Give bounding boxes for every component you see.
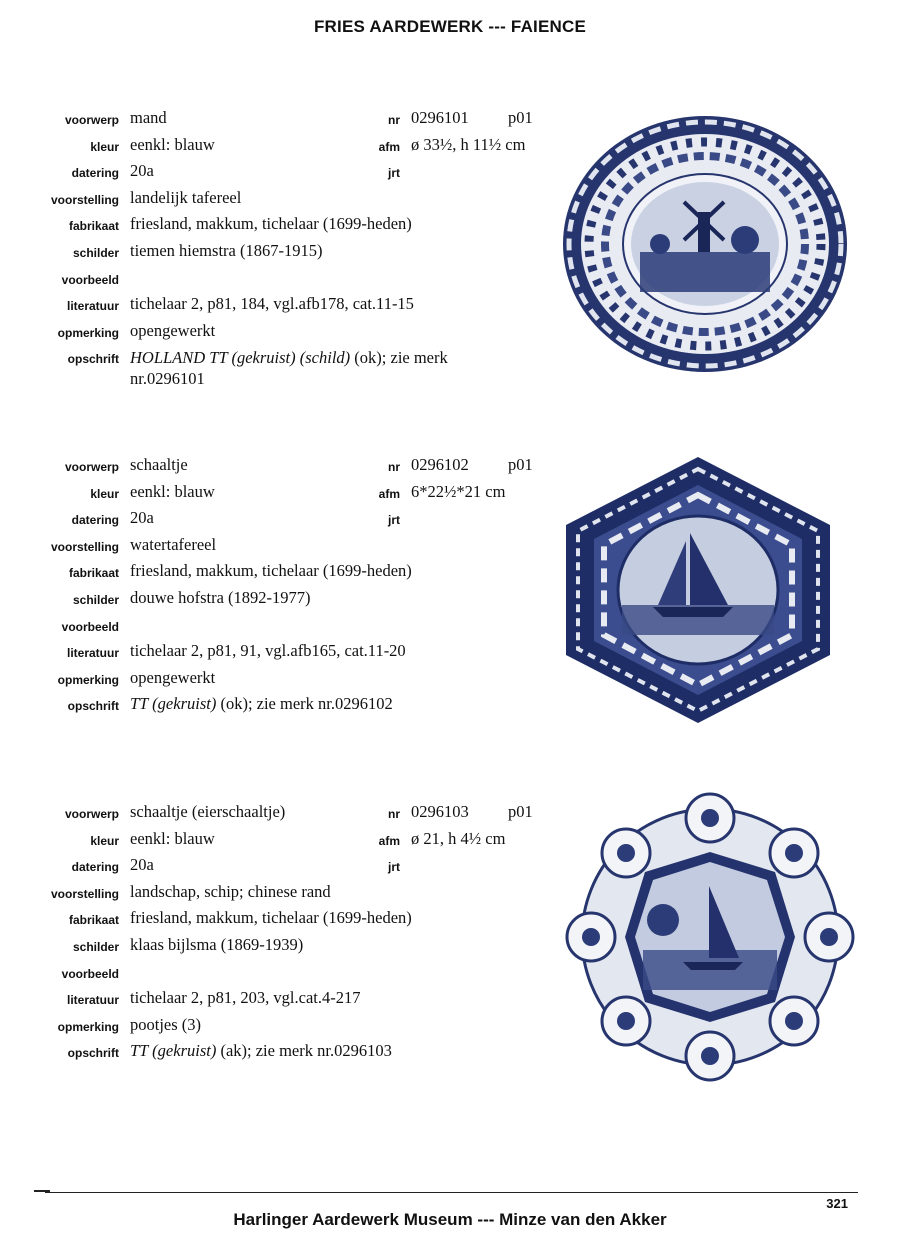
page-code: p01 [508,455,533,474]
field-label: kleur [90,486,119,501]
field-label: voorstelling [50,192,119,207]
field-label: nr [388,460,400,474]
nr-value: 0296101 [411,108,469,127]
schilder-value: tiemen hiemstra (1867-1915) [130,240,323,260]
field-label: voorwerp [64,113,119,127]
basket-photo [560,112,850,382]
field-label: fabrikaat [68,566,119,581]
egg-dish-image [563,790,858,1085]
nr-value: 0296102 [411,455,469,474]
kleur-value: eenkl: blauw [130,828,215,848]
field-label: nr [388,807,400,821]
field-label: literatuur [66,993,119,1008]
page-code: p01 [508,108,533,127]
field-label: schilder [72,245,119,260]
field-label: kleur [90,833,119,848]
voorstelling-value: landschap, schip; chinese rand [130,881,331,901]
basket-image [560,112,850,382]
field-label: opschrift [67,699,119,714]
field-label: opmerking [57,1019,119,1034]
field-label: schilder [72,592,119,607]
opschrift-note: (ok); zie merk nr.0296102 [216,694,393,714]
field-label: literatuur [66,646,119,661]
field-label: literatuur [66,299,119,314]
opschrift-mark: TT (gekruist) [130,694,217,714]
field-label: fabrikaat [68,913,119,928]
opschrift-mark: TT (gekruist) [130,1041,217,1061]
schilder-value: douwe hofstra (1892-1977) [130,587,311,607]
nr-value: 0296103 [411,802,469,821]
datering-value: 20a [130,508,154,528]
field-label: opschrift [67,352,119,367]
opmerking-value: opengewerkt [130,667,216,687]
literatuur-value: tichelaar 2, p81, 184, vgl.afb178, cat.11-15 [130,294,414,314]
catalog-entry [0,800,560,1066]
opschrift-mark: HOLLAND TT (gekruist) (schild) [130,348,351,368]
field-label: datering [71,860,119,875]
opschrift-value [130,347,510,389]
opmerking-value: pootjes (3) [130,1014,202,1034]
voorstelling-value: watertafereel [130,534,217,554]
field-label: schilder [72,939,119,954]
page-code: p01 [508,802,533,821]
field-label: afm [378,486,400,501]
field-label: opmerking [57,672,119,687]
opschrift-note: (ok); zie merk nr.0296101 [130,348,448,389]
datering-value: 20a [130,855,154,875]
field-label: voorstelling [50,886,119,901]
egg-dish-photo [563,790,858,1085]
voorwerp-value: schaaltje [130,455,188,474]
field-label: nr [388,113,400,127]
kleur-value: eenkl: blauw [130,481,215,501]
voorstelling-value: landelijk tafereel [130,187,242,207]
page-footer: Harlinger Aardewerk Museum --- Minze van den Akker [233,1210,667,1229]
field-label: voorbeeld [61,966,119,981]
field-label: fabrikaat [68,219,119,234]
field-label: voorwerp [64,807,119,821]
kleur-value: eenkl: blauw [130,134,215,154]
catalog-entry [0,453,560,719]
field-label: afm [378,833,400,848]
field-label: kleur [90,139,119,154]
field-label: jrt [388,513,400,528]
opschrift-value [130,694,393,714]
catalog-entry [0,106,560,389]
field-label: voorbeeld [61,272,119,287]
dish-photo [558,455,838,725]
datering-value: 20a [130,161,154,181]
afm-value: 6*22½*21 cm [411,481,506,501]
field-label: voorbeeld [61,619,119,634]
literatuur-value: tichelaar 2, p81, 203, vgl.cat.4-217 [130,988,361,1008]
voorwerp-value: mand [130,108,167,127]
page-header: FRIES AARDEWERK --- FAIENCE [313,17,587,36]
opschrift-note: (ak); zie merk nr.0296103 [216,1041,392,1061]
fabrikaat-value: friesland, makkum, tichelaar (1699-heden) [130,561,412,581]
afm-value: ø 21, h 4½ cm [411,828,506,848]
footer-rule [45,1192,858,1193]
field-label: datering [71,513,119,528]
field-label: datering [71,166,119,181]
voorwerp-value: schaaltje (eierschaaltje) [130,802,286,821]
field-label: opschrift [67,1046,119,1061]
fabrikaat-value: friesland, makkum, tichelaar (1699-heden) [130,908,412,928]
dish-image [558,455,838,725]
opmerking-value: opengewerkt [130,320,216,340]
field-label: voorstelling [50,539,119,554]
field-label: afm [378,139,400,154]
field-label: jrt [388,860,400,875]
page-number: 321 [826,1196,848,1211]
opschrift-value [130,1041,392,1061]
schilder-value: klaas bijlsma (1869-1939) [130,934,304,954]
afm-value: ø 33½, h 11½ cm [411,134,526,154]
field-label: opmerking [57,325,119,340]
field-label: voorwerp [64,460,119,474]
literatuur-value: tichelaar 2, p81, 91, vgl.afb165, cat.11-20 [130,641,406,661]
field-label: jrt [388,166,400,181]
fabrikaat-value: friesland, makkum, tichelaar (1699-heden) [130,214,412,234]
